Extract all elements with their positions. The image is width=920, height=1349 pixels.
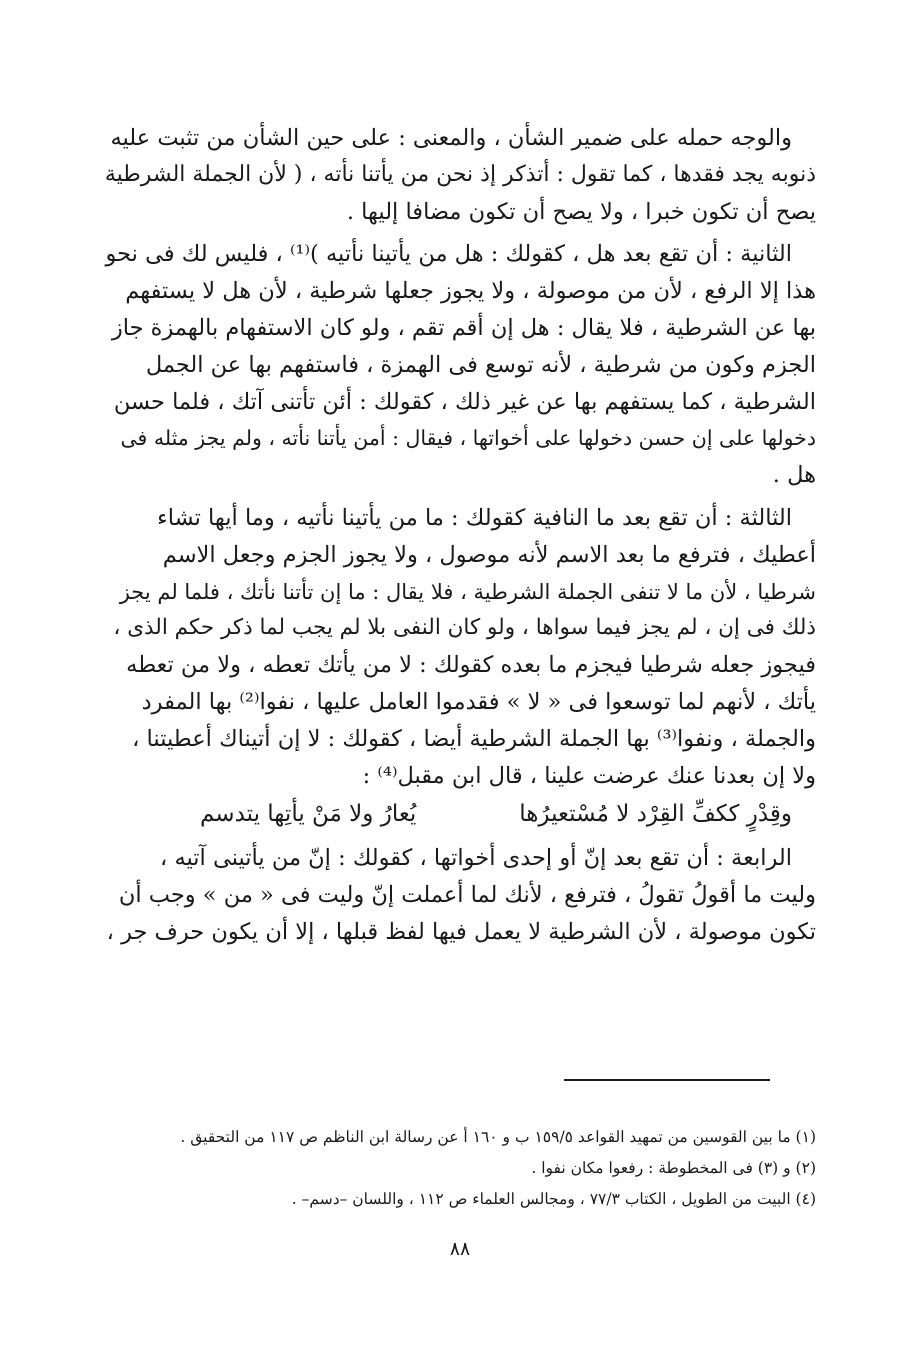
paragraph-3 [104, 500, 816, 794]
paragraph-4 [104, 840, 816, 950]
main-text [104, 120, 816, 951]
page-number: ٨٨ [449, 1238, 471, 1260]
footnote-2: (٢) و (٣) فى المخطوطة : رفعوا مكان نفوا . [531, 1159, 816, 1177]
footnote-1: (١) ما بين القوسين من تمهيد القواعد ١٥٩/٥ ب و ١٦٠ أ عن رسالة ابن الناظم ص ١١٧ من التحقيق . [180, 1128, 816, 1146]
text-line: الثالثة : أن تقع بعد ما النافية كقولك : ما من يأتينا نأتيه ، وما أيها تشاء [157, 504, 792, 531]
text-line: ولا إن بعدنا عنك عرضت علينا ، قال ابن مقبل⁽⁴⁾ : [362, 762, 816, 789]
verse-second-hemistich: يُعارُ ولا مَنْ يأتِها يتدسم [200, 801, 417, 828]
text-line: والوجه حمله على ضمير الشأن ، والمعنى : على حين الشأن من تثبت عليه [110, 125, 792, 151]
text-line: شرطيا ، لأن ما لا تنفى الجملة الشرطية ، فلا يقال : ما إن تأتنا نأتك ، فلما لم يجز [119, 579, 816, 604]
text-line: بها عن الشرطية ، فلا يقال : هل إن أقم تقم ، ولو كان الاستفهام بالهمزة جاز [111, 314, 816, 341]
footnote-3: (٤) البيت من الطويل ، الكتاب ٧٧/٣ ، ومجالس العلماء ص ١١٢ ، واللسان –دسم– . [291, 1190, 816, 1208]
text-line: دخولها على إن حسن دخولها على أخواتها ، فيقال : أمن يأتنا نأته ، ولم يجز مثله فى [120, 426, 816, 451]
poetry-verse [104, 794, 792, 834]
text-line: الثانية : أن تقع بعد هل ، كقولك : هل من يأتينا نأتيه )⁽¹⁾ ، فليس لك فى نحو [105, 241, 792, 268]
text-line: هذا إلا الرفع ، لأن من موصولة ، ولا يجوز جعلها شرطية ، لأن هل لا يستفهم [125, 278, 816, 305]
text-line: تكون موصولة ، لأن الشرطية لا يعمل فيها لفظ قبلها ، إلا أن يكون حرف جر ، [106, 918, 816, 945]
text-line: والجملة ، ونفوا⁽³⁾ بها الجملة الشرطية أيضا ، كقولك : لا إن أتيناك أعطيتنا ، [132, 725, 816, 752]
text-line: ذلك فى إن ، لم يجز فيما سواها ، ولو كان النفى بلا لم يجب لما ذكر حكم الذى ، [113, 615, 816, 641]
verse-first-hemistich: وقِدْرٍ ككفِّ القِرْد لا مُسْتعيرُها [519, 801, 792, 828]
text-line: أعطيك ، فترفع ما بعد الاسم لأنه موصول ، ولا يجوز الجزم وجعل الاسم [162, 541, 816, 568]
text-line: يأتك ، لأنهم لما توسعوا فى « لا » فقدموا العامل عليها ، نفوا⁽²⁾ بها المفرد [141, 688, 816, 715]
text-line: ذنوبه يجد فقدها ، كما تقول : أتذكر إذ نحن من يأتنا نأته ، ( لأن الجملة الشرطية [104, 161, 816, 187]
text-line: يصح أن تكون خبرا ، ولا يصح أن تكون مضافا إليها . [346, 198, 816, 225]
text-line: الشرطية ، كما يستفهم بها عن غير ذلك ، كقولك : أئن تأتنى آتك ، فلما حسن [113, 388, 816, 415]
text-line: الرابعة : أن تقع بعد إنّ أو إحدى أخواتها ، كقولك : إنّ من يأتينى آتيه ، [160, 845, 792, 872]
footnote-divider [564, 1079, 770, 1081]
paragraph-2 [104, 236, 816, 494]
text-line: الجزم وكون من شرطية ، لأنه توسع فى الهمزة ، فاستفهم بها عن الجمل [145, 351, 816, 378]
text-line: وليت ما أقولُ تقولُ ، فترفع ، لأنك لما أعملت إنّ وليت فى « من » وجب أن [118, 882, 816, 909]
text-line: فيجوز جعله شرطيا فيجزم ما بعده كقولك : لا من يأتك تعطه ، ولا من تعطه [126, 652, 816, 679]
paragraph-1 [104, 120, 816, 230]
text-line: هل . [772, 462, 816, 489]
footnotes [104, 1122, 816, 1215]
